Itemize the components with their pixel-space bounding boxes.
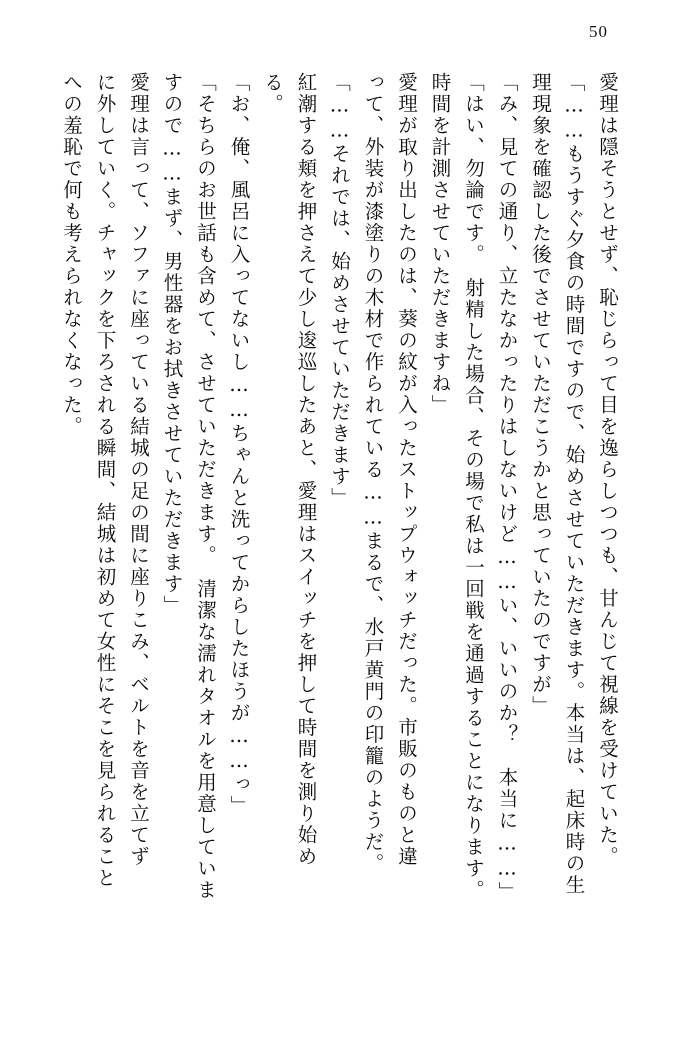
body-line: 愛理は言って、ソファに座っている結城の足の間に座りこみ、ベルトを音を立てず	[127, 72, 150, 868]
body-line: 紅潮する頬を押さえて少し逡巡したあと、愛理はスイッチを押して時間を測り始め	[294, 72, 318, 868]
body-line: 愛理は隠そうとせず、恥じらって目を逸らしつつも、甘んじて視線を受けていた。	[596, 72, 619, 868]
body-line: すので……まず、男性器をお拭きさせていただきます」	[160, 72, 184, 617]
body-line: 「お、俺、風呂に入ってないし……ちゃんと洗ってからしたほうが……っ」	[227, 72, 251, 817]
body-line: 「……それでは、始めさせていただきます」	[328, 72, 351, 509]
body-line: って、外装が漆塗りの木材で作られている……まるで、水戸黄門の印籠のようだ。	[361, 72, 385, 875]
body-line: 時間を計測させていただきますね」	[428, 72, 452, 416]
body-line: 「はい、勿論です。 射精した場合、その場で私は一回戦を通過することになります。	[462, 72, 485, 901]
body-line: への羞恥で何も考えられなくなった。	[60, 72, 83, 438]
page-number: 50	[589, 22, 608, 41]
body-line: 理現象を確認した後でさせていただこうかと思っていたのですが」	[529, 72, 552, 717]
page-body-text	[48, 72, 624, 972]
body-line: 「そちらのお世話も含めて、させていただきます。 清潔な濡れタオルを用意していま	[194, 72, 217, 901]
body-line: る。	[261, 72, 284, 115]
body-line: 「み、見ての通り、立たなかったりはしないけど……い、いいのか？ 本当に……」	[495, 72, 519, 903]
body-line: 「……もうすぐ夕食の時間ですので、始めさせていただきます。本当は、起床時の生	[562, 72, 586, 896]
body-line: に外していく。チャックを下ろされる瞬間、結城は初めて女性にそこを見られること	[93, 72, 117, 889]
body-line: 愛理が取り出したのは、葵の紋が入ったストップウォッチだった。市販のものと違	[395, 72, 418, 868]
